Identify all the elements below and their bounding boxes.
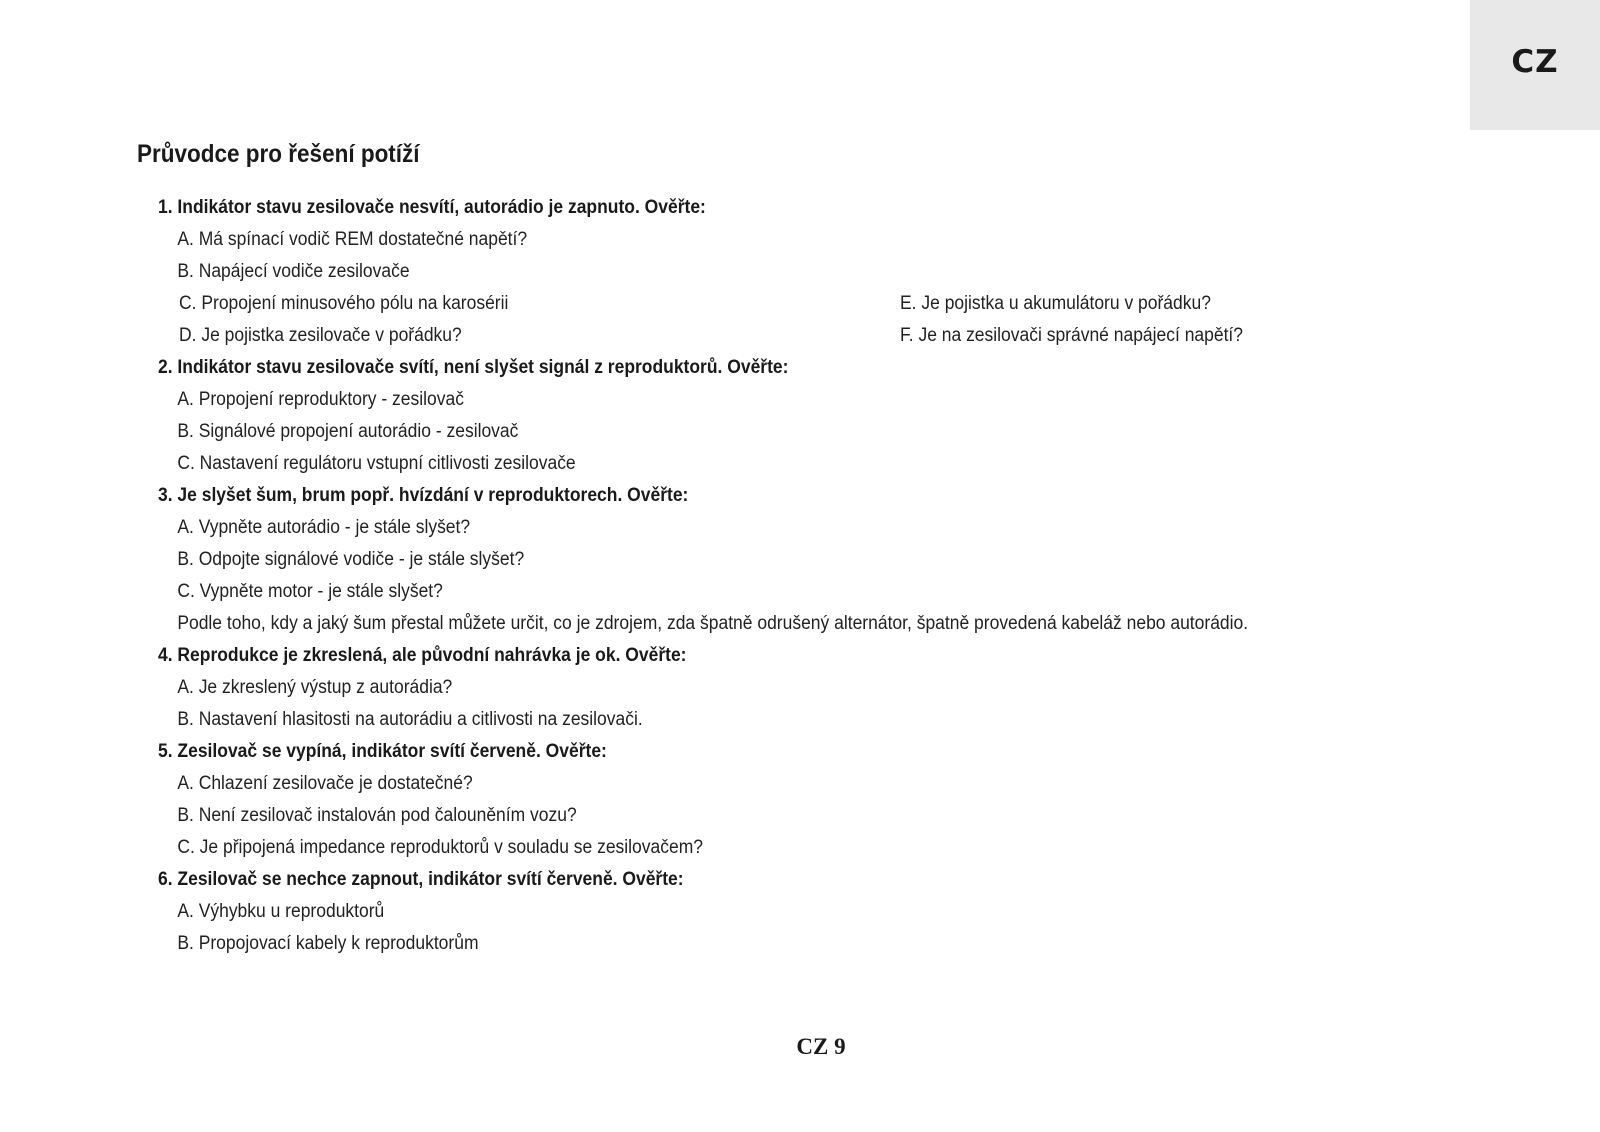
answer-3b: B. Odpojte signálové vodiče - je stále slyšet? bbox=[177, 549, 525, 570]
troubleshooting-list bbox=[158, 192, 1458, 960]
question-4: 4. Reprodukce je zkreslená, ale původní nahrávka je ok. Ověřte: bbox=[158, 645, 687, 666]
answer-row-1d-1f bbox=[158, 320, 1458, 352]
answer-5b: B. Není zesilovač instalován pod čalouněním vozu? bbox=[177, 805, 577, 826]
answer-5c: C. Je připojená impedance reproduktorů v souladu se zesilovačem? bbox=[177, 837, 703, 858]
answer-row-1c-1e bbox=[158, 288, 1458, 320]
answer-1b: B. Napájecí vodiče zesilovače bbox=[177, 261, 410, 282]
answer-1a: A. Má spínací vodič REM dostatečné napětí? bbox=[177, 229, 528, 250]
answer-3-note: Podle toho, kdy a jaký šum přestal můžete určit, co je zdrojem, zda špatně odrušený alternátor, špatně provedená kabeláž nebo autorádio. bbox=[177, 613, 1249, 634]
question-3: 3. Je slyšet šum, brum popř. hvízdání v reproduktorech. Ověřte: bbox=[158, 485, 689, 506]
question-1: 1. Indikátor stavu zesilovače nesvítí, autorádio je zapnuto. Ověřte: bbox=[158, 197, 706, 218]
question-5: 5. Zesilovač se vypíná, indikátor svítí červeně. Ověřte: bbox=[158, 741, 607, 762]
answer-6b: B. Propojovací kabely k reproduktorům bbox=[177, 933, 479, 954]
language-tab-label: CZ bbox=[1511, 44, 1559, 80]
question-6: 6. Zesilovač se nechce zapnout, indikátor svítí červeně. Ověřte: bbox=[158, 869, 684, 890]
language-tab bbox=[1470, 0, 1600, 130]
page-title: Průvodce pro řešení potíží bbox=[137, 140, 420, 168]
answer-4a: A. Je zkreslený výstup z autorádia? bbox=[177, 677, 453, 698]
answer-2b: B. Signálové propojení autorádio - zesilovač bbox=[177, 421, 519, 442]
answer-2a: A. Propojení reproduktory - zesilovač bbox=[177, 389, 464, 410]
answer-3c: C. Vypněte motor - je stále slyšet? bbox=[177, 581, 443, 602]
answer-1c: C. Propojení minusového pólu na karosérii bbox=[179, 293, 509, 314]
answer-4b: B. Nastavení hlasitosti na autorádiu a citlivosti na zesilovači. bbox=[177, 709, 643, 730]
answer-3a: A. Vypněte autorádio - je stále slyšet? bbox=[177, 517, 471, 538]
page-number: CZ 9 bbox=[796, 1034, 846, 1059]
answer-1e: E. Je pojistka u akumulátoru v pořádku? bbox=[900, 293, 1211, 314]
answer-2c: C. Nastavení regulátoru vstupní citlivosti zesilovače bbox=[177, 453, 576, 474]
question-2: 2. Indikátor stavu zesilovače svítí, není slyšet signál z reproduktorů. Ověřte: bbox=[158, 357, 789, 378]
answer-5a: A. Chlazení zesilovače je dostatečné? bbox=[177, 773, 473, 794]
answer-1d: D. Je pojistka zesilovače v pořádku? bbox=[179, 325, 462, 346]
answer-1f: F. Je na zesilovači správné napájecí napětí? bbox=[900, 325, 1244, 346]
answer-6a: A. Výhybku u reproduktorů bbox=[177, 901, 385, 922]
